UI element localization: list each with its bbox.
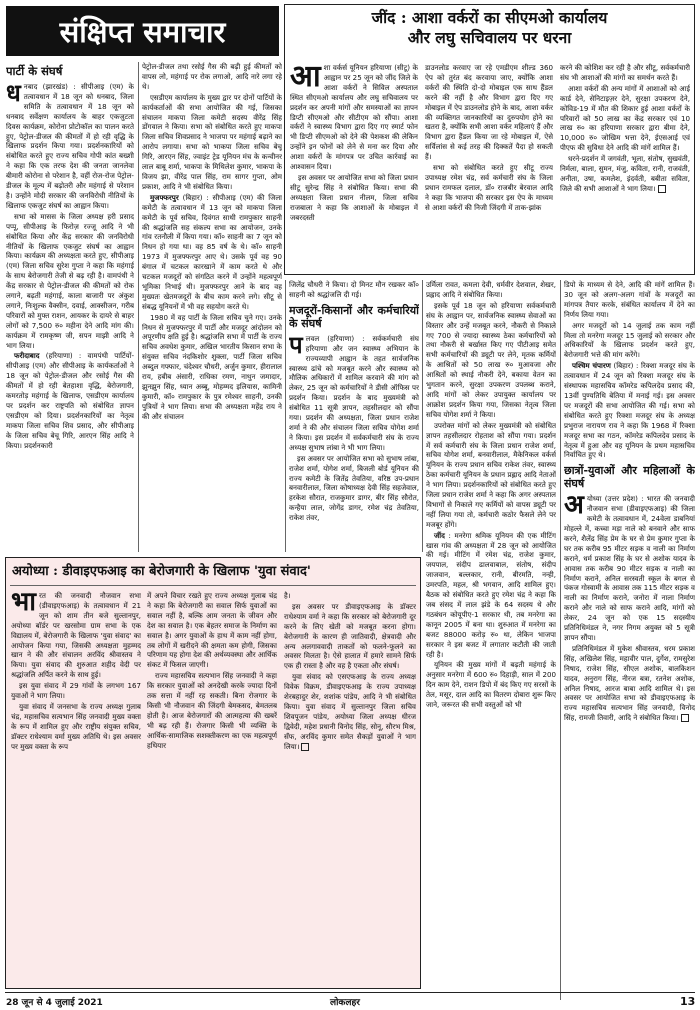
right-column-heading: छात्रों-युवाओं और महिलाओं के संघर्ष [564,464,695,491]
ayodhya-text1a: रत की जनवादी नौजवान सभा (डीवाइएफआइ) के तत्वावधान में 21 जून को शाम तीन बजे सुल्तानपुर, अयोध्या बॉर्डर पर खरसोमा ग्राम सभा के एक विद्यालय में, बेरोजगारी के खिलाफ 'युवा संवाद' का आयोजन किया गया, जिसकी अध्यक्षता मुहम्मद खान ने की और संचालन अरविंद श्रीवास्तव ने किया। युवा संवाद की शुरुआत शहीद वेदी पर श्रद्धांजलि अर्पित करने के साथ हुई। [11,591,141,680]
workers-dropcap: प [289,329,303,359]
top-story-text3b: आशा वर्करों की अन्य मांगों में आशाओं को आई कार्ड देने, सेनिटाइज़र देने, सुरक्षा उपकरण देने, कोविड-19 में मौत की शिकार हुई आशा वर्करों के परिवारों को 50 लाख का केंद्र सरकार एवं 10 लाख रु० का हरियाणा सरकार द्वारा बीमा देने, 10,000 रु० जोखिम भत्ता देने, ईएसआई एवं पीएफ की सुविधा देने आदि की मांगें शामिल हैं। [560,83,690,153]
ayodhya-col1 [11,591,141,985]
left-column-text1: नबाद (झारखंड) : सीपीआइ (एम) के तत्वावधान में 18 जून को धनबाद, जिला समिति के तत्वावधान में 18 जून को धनबाद सर्वेक्षण कार्यालय के बाहर एकजुटता दिवस कार्यक्रम, कोरोना प्रोटोकॉल का पालन करते हुए, पेट्रोल-डीजल की कीमतों में हो रही वृद्धि के खिलाफ प्रदर्शन किया गया। प्रदर्शनकारियों को संबोधित करते हुए राज्य सचिव गोपी कांत बख्शी ने कहा कि एक तरफ देश की जनता जानलेवा बीमारी कोरोना से परेशान है, वहीं रोज-रोज पेट्रोल-डीजल के मूल्य में बढ़ोतरी और महंगाई से परेशान है। उन्होंने मोदी सरकार की जनविरोधी नीतियों के खिलाफ एकजुट संघर्ष का आह्वान किया। [6,82,134,210]
section-masthead: संक्षिप्त समाचार [6,6,279,56]
right-column-text1: डिपो के माध्यम से देने, आदि की मांगें शामिल हैं। 30 जून को अलग-अलग गांवों के मजदूरों का मांगपत्र तैयार करके, संबंधित कार्यालय में देने का निर्णय लिया गया। [564,280,695,319]
footer-paper-name: लोकलहर [330,998,360,1008]
top-story-text2b: सभा को संबोधित करते हुए सीटू राज्य उपाध्यक्ष रमेश चंद्र, सर्व कर्मचारी संघ के जिला प्रधान रामफल दलाल, डॉ० राजबीर बेरवाल आदि ने कहा कि भाजपा की सरकार इस ऐप के माध्यम से आशा वर्करों की निजी जिंदगी में ताक-झांक [425,163,553,212]
right-column [564,280,695,1005]
page-number: 13 [680,995,696,1008]
right-column-text2: अगर मजदूरों को 14 जुलाई तक काम नहीं मिला तो मनरेगा मजदूर 15 जुलाई को सरकार और अधिकारियों के खिलाफ प्रदर्शन करते हुए, बेरोजगारी भत्ते की मांग करेंगे। [564,320,695,360]
workers-text1: लवल (हरियाणा) : सर्वकर्मचारी संघ हरियाणा और जन स्वास्थ्य अभियान के राज्यव्यापी आह्वान के तहत सार्वजनिक स्वास्थ्य ढांचे को मजबूत करने और स्वास्थ्य को मौलिक अधिकारों में शामिल करवाने की मांग को लेकर, 25 जून को कर्मचारियों ने डीसी ऑफिस पर प्रदर्शन किया। प्रदर्शन के बाद मुख्यमंत्री को संबोधित 11 सूत्री ज्ञापन, तहसीलदार को सौंपा गया। प्रदर्शन की अध्यक्षता, जिला प्रधान राजेश शर्मा ने की और संचालन जिला सचिव योगेश शर्मा ने किया। इस प्रदर्शन में सर्वकर्मचारी संघ के राज्य अध्यक्ष सुभाष लांबा ने भी भाग लिया। [289,333,419,452]
right-column-text4: योध्या (उत्तर प्रदेश) : भारत की जनवादी नौजवान सभा (डीवाइएफआइ) की जिला कमेटी के तत्वावधान में, 24वेला डाबनियां मोहल्ले में, कच्चा मड़ा नाले को बनवाने और साफ करने, शैलेंद्र सिंह प्रेम के घर से प्रेम कुमार गुप्ता के घर तक करीब 95 मीटर सड़क व नाली का निर्माण कराने, धर्म प्रकाश सिंह के घर से अशोक यादव के आवास तक करीब 90 मीटर सड़क व नाली का निर्माण कराने, अनिल सरस्वती स्कूल के बगल से पंकज गोस्वामी के आवास तक 115 मीटर सड़क व नाली का निर्माण कराने, जनोरा में नाला निर्माण कराने और नाले को साफ कराने आदि, मांगों को लेकर, 24 जून को एक 15 सदस्यीय प्रतिनिधिमंडल ने, नगर निगम अयुक्त को 5 सूत्री ज्ञापन सौंपा। [564,494,695,642]
headline-rule [10,585,416,586]
top-story-text3: करने की कोशिश कर रही है और सीटू, सर्वकर्मचारी संघ भी आशाओं की मांगों का समर्थन करते हैं। [560,63,690,82]
workers-heading: मजदूरों-किसानों और कर्मचारियों के संघर्ष [289,303,419,330]
footer-date: 28 जून से 4 जुलाई 2021 [6,998,103,1008]
ayodhya-headline: अयोध्या : डीवाइएफआइ का बेरोजगारी के खिलाफ 'युवा संवाद' [12,564,311,579]
ayodhya-text2b: राज्य महासचिव सत्यभान सिंह जनवादी ने कहा कि सरकार युवाओं को अनदेखी करके ज्यादा दिनों तक सत्ता में नहीं रह सकती। बिना रोजगार के किसी भी नौजवान की जिंदगी बेमकसद, बेमतलब होती है। आज बेरोजगारों की आत्महत्या की खबरें भी बढ़ रही हैं। रोजगार किसी भी व्यक्ति के आर्थिक-सामाजिक सशक्तीकरण का एक महत्वपूर्ण हथियार [147,671,277,750]
ayodhya-col3 [284,591,416,985]
left-column-text2: सभा को मासस के जिला अध्यक्ष हरी प्रसाद पप्पू, सीपीआइ के फिरोज़ रज्जू आदि ने भी संबोधित किया और केंद्र सरकार की जनविरोधी नीतियों के खिलाफ एकजुट संघर्ष का आह्वान किया। कार्यक्रम की अध्यक्षता करते हुए, सीपीआइ (एम) जिला सचिव सुरेश गुप्ता ने कहा कि महंगाई के साथ बेरोजगारी तेजी से बढ़ रही है। वामपंथी ने केंद्र सरकार से पेट्रोल-डीजल की कीमतों को रोक लगाने, बढ़ती महंगाई, काला बाजारी पर अंकुश लगाने, निःशुल्क वैक्सीन, दवाई, आक्सीजन, गरीब परिवारों को मुफ्त राशन, आयकर के दायरे से बाहर लोगों को 7,500 रु० महीना देने आदि मांग की। कार्यक्रम में रामकृष्ण जी, सपन माझी आदि ने भाग लिया। [6,211,134,350]
workers-text3b: इसके पूर्व 18 जून को हरियाणा सर्वकर्मचारी संघ के आह्वान पर, सार्वजनिक स्वास्थ्य सेवाओं का विस्तार और उन्हें मजबूत करने, नौकरी से निकाले गए 700 से ज्यादा स्वास्थ्य ठेका कर्मचारियों को तथा नौकरी से बर्खास्त किए गए पीटीआइ समेत सभी कर्मचारियों की ड्यूटी पर लेने, मृतक कर्मियों के आश्रितों को 50 लाख रु० मुआवजा और आश्रितों को स्थाई नौकरी देने, बकाया वेतन का भुगतान करने, सुरक्षा उपकरण उपलब्ध कराने, आदि मांगों को लेकर उपायुक्त कार्यालय पर आक्रोश प्रदर्शन किया गया, जिसका नेतृत्व जिला सचिव योगेश शर्मा ने किया। [426,300,556,419]
workers-story-col2 [426,280,556,1005]
workers-text2: इस अवसर पर आयोजित सभा को सुभाष लांबा, राजेश शर्मा, योगेश शर्मा, बिजली बोर्ड यूनियन की राज्य कमेटी के जितेंद्र तेवतिया, वरिष्ठ उप-प्रधान बनवारीलाल, जिला कोषाध्यक्ष देवी सिंह सहजेवाल, हरकेश सौरात, राजकुमार डागर, बीर सिंह सौरोत, कन्हैया लाल, जोगेंद्र डागर, रमेश चंद्र तेवतिया, राकेश तंवर, [289,453,419,523]
dateline-jind: जींद [434,530,445,540]
top-story-col1 [290,63,418,273]
top-story-dropcap: आ [290,63,321,94]
top-story-text1: शा वर्कर्स यूनियन हरियाणा (सीटू) के आह्वान पर 25 जून को जींद जिले के आशा वर्करों ने सिविल अस्पताल स्थित सीएमओ कार्यालय और लघु सचिवालय पर प्रदर्शन कर अपनी मांगों और समस्याओं का ज्ञापन डिप्टी सीएमओ और सीटीएम को सौंपा। आशा वर्करों ने स्वास्थ्य विभाग द्वारा दिए गए स्मार्ट फोन भी डिप्टी सीएमओ को देने की पेशकश की लेकिन उन्होंने इन फोनों को लेने से मना कर दिया और आशा वर्करों के मांगपत्र पर उचित कार्रवाई का आश्वासन दिया। [290,63,418,172]
ayodhya-text1b: इस युवा संवाद में 29 गांवों के लगभग 167 युवाओं ने भाग लिया। [11,681,141,701]
column-rule [285,280,286,552]
dateline-west-champaran: पश्चिम चंपारण [572,361,611,371]
end-mark-icon [658,185,666,193]
dateline-muzaffarpur: मुजफ्फरपुर [150,192,179,202]
right-column-dropcap: अ [564,490,584,521]
column-rule [422,280,423,552]
workers-lead: जिलेंद्र चौधरी ने किया। दो मिनट मौन रखकर कॉ० साहनी को श्रद्धांजलि दी गई। [289,280,419,299]
workers-story-col1 [289,280,419,554]
column-rule [138,62,139,552]
right-column-text3: पश्चिम चंपारण (बिहार) : रिक्शा मजदूर संघ के तत्वावधान में 24 जून को रिक्शा मजदूर संघ के संस्थापक महासचिव कॉमरेड कपिलदेव प्रसाद की, 13वीं पुण्यतिथि बेतिया में मनाई गई। इस अवसर पर मजदूरों की सभा आयोजित की गई। सभा को संबोधित करते हुए रिक्शा मजदूर संघ के अध्यक्ष प्रभुराज नारायण राव ने कहा कि 1968 में रिक्शा मजदूर सभा का गठन, कॉमरेड कपिलदेव प्रसाद के नेतृत्व में हुआ और वह यूनियन के प्रथम महासचिव निर्वाचित हुए थे। [564,361,695,460]
left-column-dropcap: ध [6,78,21,107]
end-mark-icon [301,743,309,751]
dateline-faridabad: फरीदाबाद [14,351,40,361]
end-mark-icon [681,714,689,722]
second-column-text2: एसडीएम कार्यालय के मुख्य द्वार पर दोनों पार्टियों के कार्यकर्ताओं की सभा आयोजित की गई, जिसका संचालन माकपा जिला कमेटी सदस्य वीरेंद्र सिंह डोंगवाल ने किया। सभा को संबोधित करते हुए माकपा जिला सचिव शिवप्रसाद ने भाजपा पर महंगाई बढ़ाने का आरोप लगाया। सभा को भाकपा जिला सचिव बेचू गिरि, आरएन सिंह, ज्वाइंट ट्रेड यूनियन मंच के कन्वीनर लाल बाबू शर्मा, भाकपा के मिथिलेश कुमार, भाकपा के विजय झा, वीरेंद्र पाल सिंह, राम सागर गुप्ता, ओम प्रकाश, आदि ने भी संबोधित किया। [142,92,282,191]
workers-text3a: उर्मिला रावत, कमला देवी, धर्मवीर देशवाल, शेखर, प्रह्लाद आदि ने संबोधित किया। [426,280,556,299]
top-story-headline-line1: जींद : आशा वर्करों का सीएमओ कार्यालय [371,8,608,27]
ayodhya-text3: है। [284,591,291,600]
column-rule [560,280,561,1000]
second-column-text1: पेट्रोल-डीजल तथा रसोई गैस की बढ़ी हुई कीमतों को वापस लो, महंगाई पर रोक लगाओ, आदि नारे लगा रहे थे। [142,62,282,91]
top-story-headline [285,8,694,48]
footer-rule [5,992,695,993]
top-story-text2: डाउनलोड करवाए जा रहे एमडीएम शील्ड 360 ऐप को तुरंत बंद करवाया जाए, क्योंकि आशा वर्करों की स्थिति दो-दो मोबाइल एक साथ हैंडल करने की नहीं है और विभाग द्वारा दिए गए मोबाइल में ऐप डाउनलोड होने के बाद, आशा वर्कर की व्यक्तिगत जानकारियों का दुरुपयोग होने का खतरा है, क्योंकि सभी आशा वर्कर महिलाएं हैं और विभाग द्वारा हैंडल किया जा रहे मोबाइल में, ऐसे सर्विलांस से कई तरह की दिक्कतें पैदा हो सकती हैं। [425,63,553,162]
ayodhya-text2: में अपने विचार रखते हुए राज्य अध्यक्ष गुलाब चंद्र ने कहा कि बेरोजगारी का सवाल सिर्फ युवाओं का सवाल नहीं है, बल्कि आम जनता के जीवन और देश का सवाल है। एक बेहतर समाज के निर्माण का सवाल है। अगर युवाओं के हाथ में काम नहीं होगा, तब लोगों में खरीदने की क्षमता कम होगी, जिसका परिणाम यह होगा देश की अर्थव्यवस्था और आर्थिक संकट में फिसल जाएगी। [147,591,277,670]
top-story-col3 [560,63,690,273]
ayodhya-text1c: युवा संवाद में जनसभा के राज्य अध्यक्ष गुलाब चंद्र, महासचिव सत्यभान सिंह जनवादी मुख्य वक्ता के रूप में शामिल हुए और राष्ट्रीय संयुक्त सचिव, डॉक्टर राधेश्याम वर्मा मुख्य अतिथि थे। इस अवसर पर मुख्य वक्ता के रूप [11,701,141,751]
workers-text3e: यूनियन की मुख्य मांगों में बढ़ती महंगाई के अनुसार मनरेगा में 600 रु० दिहाड़ी, साल में 200 दिन काम देने, राशन डिपो में बंद किए गए सरसों के तेल, मसूर, दाल आदि का वितरण दोबारा शुरू किए जाने, जरूरत की सभी वस्तुओं को भी [426,660,556,710]
top-story-text1b: इस अवसर पर आयोजित सभा को जिला प्रधान सीटू सुरेन्द्र सिंह ने संबोधित किया। सभा की अध्यक्षता जिला प्रधान नीलम, जिला सचिव राजबाला ने कहा कि आशाओं के मोबाइल में जबरदस्ती [290,172,418,222]
ayodhya-story-box [5,557,421,989]
ayodhya-col2 [147,591,277,985]
top-story-text3c: धरने-प्रदर्शन में जगवंती, भूला, संतोष, सुखवंती, निर्मला, बाला, सुमन, मंजु, कविता, रानी, राजवंती, अनीता, उषा, कमलेश, इंदर्वती, बबीता सविता, जिले की सभी आशाओं ने भाग लिया। [560,154,690,193]
ayodhya-text3b: इस अवसर पर डीवाइएफआइ के डॉक्टर राधेश्याम वर्मा ने कहा कि सरकार को बेरोजगारी दूर करने के लिए खेती को मजबूत करना होगा। बेरोजगारी के कारण ही जातिवादी, क्षेत्रवादी और अन्य अलगाववादी ताकतों को फलने-फूलने का अवसर मिलता है। ऐसे हालात में हमारे सामने सिर्फ एक ही रास्ता है और वह है एकता और संघर्ष। [284,601,416,671]
ayodhya-text3c: युवा संवाद को एसएफआइ के राज्य अध्यक्ष विवेक विक्रम, डीवाइएफआइ के राज्य उपाध्यक्ष शेरबहादुर शेर, शशांक पांडेय, आदि ने भी संबोधित किया। युवा संवाद में सुल्तानपुर जिला सचिव शिवपूजन पांडेय, अयोध्या जिला अध्यक्ष धीरज द्विवेदी, महेश प्रधानी विनोद सिंह, सोनू, सौरभ मिश्र, सँफ, अरविंद कुमार समेत सैकड़ों युवाओं ने भाग लिया। [284,672,416,751]
left-column [6,62,134,554]
top-story-col2 [425,63,553,273]
top-story-box [284,4,695,275]
second-column-text4: 1980 में वह पार्टी के जिला सचिव चुने गए। उनके निधन से मुजफ्फरपुर में पार्टी और मजदूर आंदोलन को अपूरणीय क्षति हुई है। श्रद्धांजलि सभा में पार्टी के राज्य सचिव अवधेश कुमार, अखिल भारतीय किसान सभा के संयुक्त सचिव नंदकिशोर शुक्ला, पार्टी जिला सचिव अब्दुल गफ्फार, चंदेश्वर चौधरी, अर्जुन कुमार, हीरालाल राय, हबीब अंसारी, राधिका रमण, नाथुन जमादार, झुनझुन सिंह, ध्यान अब्बू, मोहम्मद इलियास, कामिनी कुमारी, कॉ० रामपुकार के पुत्र रमेश्वर साहनी, उनकी पुत्रियों ने भाग लिया। सभा की अध्यक्षता महेंद्र राय ने की और संचालन [142,312,282,421]
left-column-text3: फरीदाबाद (हरियाणा) : वामपंथी पार्टियों-सीपीआइ (एम) और सीपीआइ के कार्यकर्ताओं ने 18 जून को पेट्रोल-डीजल और रसोई गैस की कीमतों में हो रही बेतहाशा वृद्धि, बेरोजगारी, कमरतोड़ महंगाई के खिलाफ, एसडीएम कार्यालय पर प्रदर्शन कर राष्ट्रपति को संबोधित ज्ञापन एसडीएम को दिया। प्रदर्शनकारियों का नेतृत्व माकपा जिला सचिव शिव प्रसाद, और सीपीआइ के जिला सचिव बेचू गिरि, आरएन सिंह आदि ने किया। प्रदर्शनकारी [6,351,134,450]
workers-text3d: जींद : मनरेगा श्रमिक यूनियन की एक मीटिंग खास गांव की अध्यक्षता में 28 जून को आयोजित की गई। मीटिंग में रमेश चंद्र, राजेश कुमार, जयपाल, संदीप ढालवाबाल, संतोष, संदीप जाजवान, बल्लकार, रानी, बीरमति, नन्ही, उमरपति, महल, श्री भगवान, आदि शामिल हुए। बैठक को संबोधित करते हुए रमेश चंद्र ने कहा कि जब संसद में लाल झंडे के 64 सदस्य थे और गठबंधन कोयूपीए-1 सरकार थी, तब मनरेगा का कानून 2005 में बना था। शुरुआत में मनरेगा का बजट 88000 करोड़ रु० था, लेकिन भाजपा सरकार ने इस बजट में लगातार कटौती की जाती रही है। [426,530,556,659]
right-column-text5: प्रतिनिधिमंडल में मुकेश श्रीवास्तव, धरम प्रकाश सिंह, अखिलेश सिंह, महावीर पाल, दुर्गेश, रामसुरेश निषाद, राजेश सिंह, सीएल अशोक, बालकिशन यादव, अनुराग सिंह, नीरज बत्रा, रतनेश अशोक, अनिल निषाद, आरज बाबा आदि शामिल थे। इस अवसर पर आयोजित सभा को डीवाइएफआइ के राज्य महासचिव सत्यभान सिंह जनवादी, विनोद सिंह, रामजी तिवारी, आदि ने संबोधित किया। [564,643,695,723]
workers-text3c: उपरोक्त मांगों को लेकर मुख्यमंत्री को संबोधित ज्ञापन तहसीलदार रोहताश को सौंपा गया। प्रदर्शन में सर्व कर्मचारी संघ के जिला प्रधान राजेश शर्मा, सचिव योगेश शर्मा, बनवारीलाल, मैकेनिकल वर्कर्स यूनियन के राज्य प्रधान सचिव राकेश तंवर, स्वास्थ्य ठेका कर्मचारी यूनियन के प्रधान प्रह्लाद आदि नेताओं ने भाग लिया। प्रदर्शनकारियों को संबोधित करते हुए जिला प्रधान राजेश शर्मा ने कहा कि अगर अस्पताल विभागों से निकाले गए कर्मियों को वापस ड्यूटी पर नहीं लिया गया तो, कर्मचारी कठोर फैसले लेने पर मजबूर होंगे। [426,420,556,529]
second-column [142,62,282,554]
left-column-heading: पार्टी के संघर्ष [6,64,63,78]
ayodhya-dropcap: भा [11,591,37,617]
top-story-headline-line2: और लघु सचिवालय पर धरना [407,28,572,47]
second-column-text3: मुजफ्फरपुर (बिहार) : सीपीआइ (एम) की जिला कमेटी के तत्वावधान में 13 जून को माकपा जिला कमेटी के पूर्व सचिव, दिवंगत साथी रामपुकार साहनी की श्रद्धांजलि सह संकल्प सभा का आयोजन, उनके गांव रतनौली में किया गया। कॉ० साहनी का 7 जून को निधन हो गया था। वह 85 वर्ष के थे। कॉ० साहनी 1973 में मुजफ्फरपुर आए थे। उसके पूर्व वह 90 बंगाल में चटकल कारखाने में काम करते थे और चटकल मजदूरों को संगठित करने में उन्होंने महत्वपूर्ण भूमिका निभाई थी। मुजफ्फरपुर आने के बाद वह मुख्यतः खेतमजदूरों के बीच काम करने लगे। सीटू से संबद्ध यूनियनों में भी वह सहयोग करते थे। [142,192,282,311]
